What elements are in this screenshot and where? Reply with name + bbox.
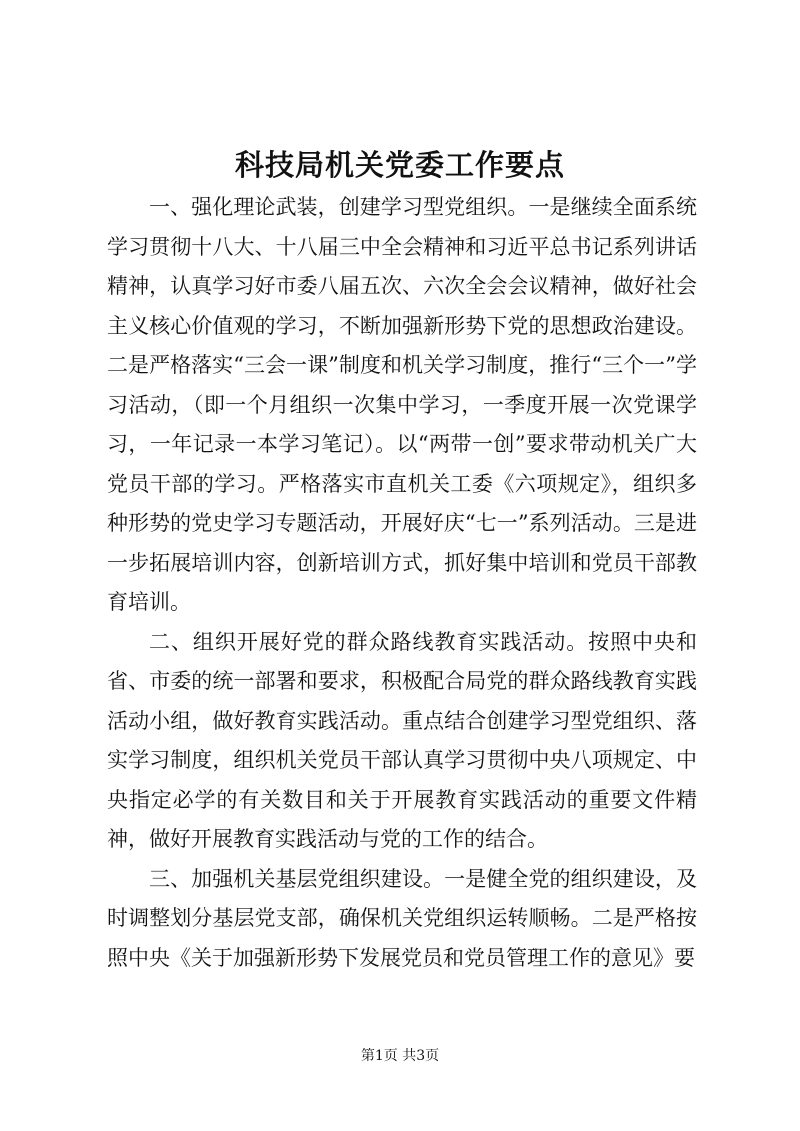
document-body	[107, 188, 697, 978]
page-footer: 第1页 共3页	[360, 1048, 440, 1064]
paragraph-1: 一、强化理论武装，创建学习型党组织。一是继续全面系统学习贯彻十八大、十八届三中全会精神和习近平总书记系列讲话精神，认真学习好市委八届五次、六次全会会议精神，做好社会主义核心价值观的学习，不断加强新形势下党的思想政治建设。二是严格落实“三会一课”制度和机关学习制度，推行“三个一”学习活动，（即一个月组织一次集中学习，一季度开展一次党课学习，一年记录一本学习笔记）。以“两带一创”要求带动机关广大党员干部的学习。严格落实市直机关工委《六项规定》，组织多种形势的党史学习专题活动，开展好庆“七一”系列活动。三是进一步拓展培训内容，创新培训方式，抓好集中培训和党员干部教育培训。	[107, 195, 697, 614]
document-title: 科技局机关党委工作要点	[234, 148, 565, 182]
paragraph-2: 二、组织开展好党的群众路线教育实践活动。按照中央和省、市委的统一部署和要求，积极配合局党的群众路线教育实践活动小组，做好教育实践活动。重点结合创建学习型党组织、落实学习制度，组织机关党员干部认真学习贯彻中央八项规定、中央指定必学的有关数目和关于开展教育实践活动的重要文件精神，做好开展教育实践活动与党的工作的结合。	[107, 629, 697, 851]
paragraph-3: 三、加强机关基层党组织建设。一是健全党的组织建设，及时调整划分基层党支部，确保机关党组织运转顺畅。二是严格按照中央《关于加强新形势下发展党员和党员管理工作的意见》要	[107, 866, 697, 970]
